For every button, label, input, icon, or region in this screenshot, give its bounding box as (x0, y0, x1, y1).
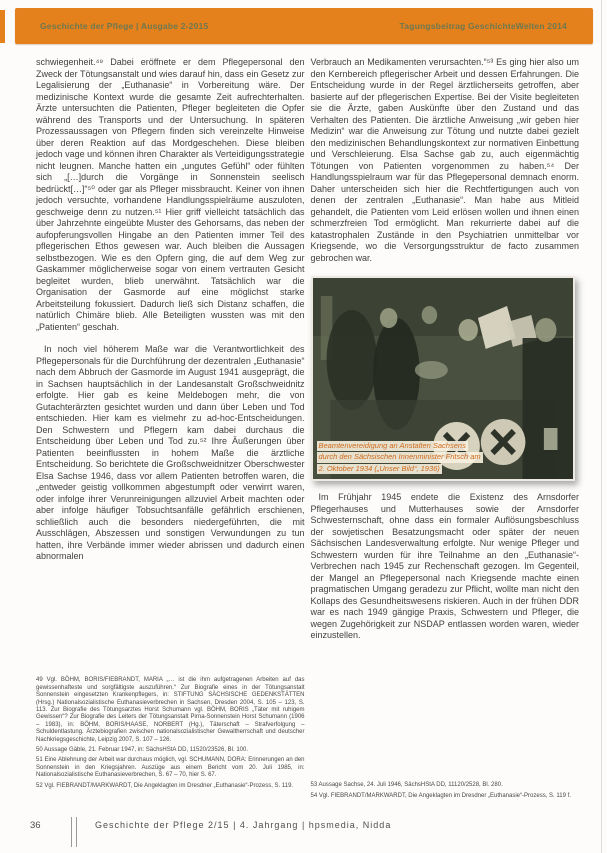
paragraph: Im Frühjahr 1945 endete die Existenz des Arnsdorfer Pflegerhauses und Mutterhauses sowie der Arnsdorfer Schwesternschaft, ohne dass ein formaler Auflösungsbeschluss der sowjetischen Besatzungsmacht oder später der neuen Sächsischen Landesverwaltung erfolgte. Nur wenige Pfleger und Schwestern wurden für ihre Teilnahme an den „Euthanasie“-Verbrechen nach 1945 zur Rechenschaft gezogen. Im Gegenteil, der Mangel an Pflegepersonal nach Kriegsende machte einen pragmatischen Umgang geradezu zur Pflicht, wollte man nicht den Kollaps des Gesundheitswesens riskieren. Auch in der frühen DDR war es nach 1949 gängige Praxis, Schwestern und Pfleger, die wegen Zugehörigkeit zur NSDAP entlassen worden waren, wieder einzustellen. (310, 492, 579, 640)
header-journal-title: Geschichte der Pflege | Ausgabe 2-2015 (40, 21, 209, 31)
figure-caption (317, 440, 483, 475)
footnote-item: 50 Aussage Gäble, 21. Februar 1947, in: SächsHStA DD, 11520/23526, Bl. 100. (36, 746, 249, 753)
column-right (311, 57, 580, 815)
page-footer (0, 815, 607, 853)
footnote-item: 53 Aussage Sachse, 24. Juli 1946, SächsHStA DD, 11120/2528, Bl. 280. (310, 782, 503, 789)
paragraph: Verbrauch an Medikamenten verursachten.“⁵³ Es ging hier also um den Kernbereich pflegerischer Arbeit und dessen Erfahrungen. Die Entscheidung wurde in der Regel ärztlicherseits getroffen, aber basierte auf der pflegerischen Expertise. Bei der Visite begleiteten sie die Ärzte, gaben Auskünfte über den Zustand und das Verhalten des Patienten. Die ärztliche Anweisung „wir geben hier Medizin“ war die Anweisung zur Tötung und nutzte dabei gezielt den medizinischen Behandlungskontext zur normativen Einbettung und Verschleierung. Elsa Sachse gab zu, auch eigenmächtig Tötungen von Patienten vorgenommen zu haben.⁵⁴ Der Handlungsspielraum war für das Pflegepersonal demnach enorm. Daher unterscheiden sich hier die Rechtfertigungen auch von denen der zentralen „Euthanasie“. Man habe aus Mitleid gehandelt, die Patienten vom Leid erlösen wollen und ihnen einen schmerzfreien Tod ermöglicht. Man rekurrierte dabei auf die katastrophalen Zustände in den Psychiatrien unmittelbar vor Kriegsende, wo die Versorgungsstruktur de facto zusammen gebrochen war. (310, 57, 579, 263)
header-section-title: Tagungsbeitrag GeschichteWelten 2014 (399, 21, 567, 31)
footnote-item: 51 Eine Ablehnung der Arbeit war durchaus möglich, vgl. SCHUMANN, DORA: Erinnerungen an den Sonnenstein in den Kriegsjahren. Auszüge aus einem Bericht vom 20. Juli 1985, in: Nationalsozialistische Euthanasieverbrechen, S. 67 – 70, hier S. 67. (36, 757, 305, 779)
footer-journal-info: Geschichte der Pflege 2/15 | 4. Jahrgang | hpsmedia, Nidda (95, 820, 392, 830)
scan-edge-artifact (0, 10, 5, 43)
page-header-bar (15, 8, 593, 44)
two-column-body (36, 57, 579, 815)
caption-line: Beamtenvereidigung an Anstalten Sachsens (318, 440, 466, 450)
footer-separator (71, 817, 77, 847)
historical-photo-figure (311, 276, 575, 481)
footnote-item: 49 Vgl. BÖHM, BORIS/FIEBRANDT, MARIA „… ist die ihm aufgetragenen Arbeiten auf das gewissenhafteste und sorgfältigste auszuführen.“ Zur Biografie eines in der Tötungsanstalt Sonnenstein eingesetzten Krankenpflegers, in: STIFTUNG SÄCHSISCHE GEDENKSTÄTTEN (Hrsg.) Nationalsozialistische Euthanasieverbrechen in Sachsen, Dresden 2004, S. 105 – 123, S. 113. Zur Biografie des Tötungsarztes Horst Schumann vgl. BÖHM, BORIS „Täter mit ruhigem Gewissen“? Zur Biografie des Leiters der Tötungsanstalt Pirna-Sonnenstein Horst Schumann (1906 – 1983), in: BÖHM, BORIS/HAASE, NORBERT (Hg.), Täterschaft – Strafverfolgung – Schuldentlastung. Ärztebiografien zwischen nationalsozialistischer Gewaltherrschaft und deutscher Nachkriegsgeschichte, Leipzig 2007, S. 107 – 126. (36, 677, 305, 743)
footnote-item: 54 Vgl. FIEBRANDT/MARKWARDT, Die Angeklagten im Dresdner „Euthanasie“-Prozess, S. 119 f. (310, 792, 571, 799)
caption-line: durch den Sächsischen Innenminister Fritsch am (318, 452, 481, 461)
paragraph: In noch viel höherem Maße war die Verantwortlichkeit des Pflegepersonals für die Durchführung der dezentralen „Euthanasie“ nach dem Abbruch der Gasmorde im August 1941 ausgeprägt, die in Sachsen hauptsächlich in der Landesanstalt Großschweidnitz erfolgte. Hier gab es keine Meldebogen mehr, die von Gutachterärzten gesichtet wurden und dann über Leben und Tod entschieden. Hier kam es vielmehr zu ad-hoc-Entscheidungen. Den Schwestern und Pflegern kam dabei durchaus die Entscheidung über Leben und Tod zu.⁵² Ihre Äußerungen über Patienten beeinflussten in hohem Maße die ärztliche Entscheidung. So berichtete die Großschweidnitzer Oberschwester Elsa Sachse 1946, dass vor allem Patienten betroffen waren, die „entweder geistig vollkommen abgestumpft oder verwirrt waren, oder infolge ihrer Verunreinigungen allzuviel Arbeit machten oder aber infolge häufiger Tobsuchtsanfälle gefährlich erschienen, schließlich auch die besonders niedergeführten, die mit Ausschlägen, Abszessen und sonstigen Verwundungen zu tun hatten, ihre Verbände immer wieder abrissen und dadurch einen abnormalen (36, 344, 305, 561)
footnote-item: 52 Vgl. FIEBRANDT/MARKWARDT, Die Angeklagten im Dresdner „Euthanasie“-Prozess, S. 119. (36, 782, 294, 789)
footnotes-left (36, 677, 305, 793)
paragraph: schwiegenheit.⁴⁹ Dabei eröffnete er dem Pflegepersonal den Zweck der Tötungsanstalt und wies darauf hin, dass ein Gesetz zur Legalisierung der „Euthanasie“ in Vorbereitung wäre. Der medizinische Kontext wurde die gesamte Zeit aufrechterhalten. Ärzte untersuchten die Patienten, Pfleger begleiteten die Opfer während des Transports und der Untersuchung. In späteren Prozessaussagen von Pflegern finden sich vereinzelte Hinweise über deren Reaktion auf das Mordgeschehen. Diese bleiben jedoch vage und können ihren Charakter als Verteidigungsstrategie nicht leugnen. Manche hatten ein „ungutes Gefühl“ oder fühlten sich „[…]durch die Vorgänge in Sonnenstein seelisch bedrückt[…]“⁵⁰ oder gar als Pfleger missbraucht. Keiner von ihnen jedoch versuchte, vorhandene Handlungsspielräume auszuloten, geschweige denn zu nutzen.⁵¹ Hier griff vielleicht tatsächlich das über Jahrzehnte eingeübte Muster des Gehorsams, das neben der aufopferungsvollen Hingabe an den Patienten immer Teil des pflegerischen Ethos gewesen war. Auch bleiben die Aussagen selbstbezogen. Wie es den Opfern ging, die auf dem Weg zur Gaskammer möglicherweise sogar von einem vertrauten Gesicht begleitet wurden, blieb unerwähnt. Tatsächlich war die Organisation der Gasmorde auf eine möglichst starke Arbeitsteilung fokussiert. Dadurch ließ sich Distanz schaffen, die natürlich Chimäre blieb. Alle Beteiligten wussten was mit den „Patienten“ geschah. (36, 57, 305, 332)
footnotes-right (311, 782, 580, 803)
caption-line: 2. Oktober 1934 („Unser Bild“, 1936) (318, 463, 440, 473)
scan-edge-line (601, 0, 602, 853)
column-left (36, 57, 305, 815)
page-number: 36 (30, 820, 41, 831)
